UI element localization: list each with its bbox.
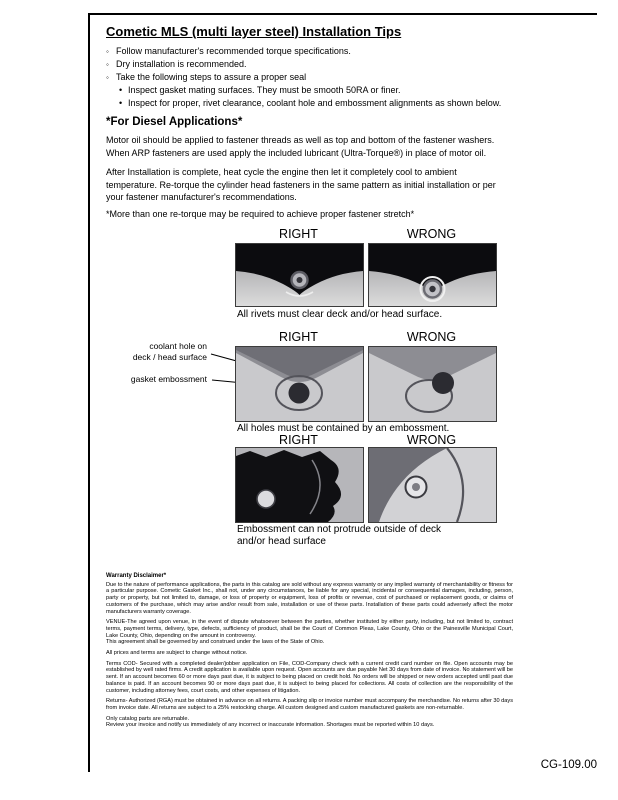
- page-border-top: [88, 13, 597, 15]
- tip-text: Follow manufacturer's recommended torque specifications.: [116, 46, 351, 56]
- tip-text: Inspect gasket mating surfaces. They must be smooth 50RA or finer.: [128, 85, 401, 95]
- hole-contained-image: [236, 347, 363, 421]
- tip-text: Dry installation is recommended.: [116, 59, 247, 69]
- legal-paragraph: Terms COD- Secured with a completed dealer/jobber application on File, COD-Company check with a current credit card number on file. Open accounts may be established by well rated firms. A credit application is available upon request. Open accounts are due payable Net 30 days from date of invoice. No statement will be sent. If an account becomes 60 or more days past due, it is subject to being placed on credit hold. No orders will be shipped or new orders accepted until past due balance is paid. If an account becomes 90 or more days past due, it is subject to being placed for collections. All costs of collection are the responsibility of the customer, including attorney fees, court costs, and other expenses of litigation.: [106, 660, 513, 694]
- circle-bullet-icon: ◦: [106, 47, 109, 56]
- diagram-protrusion-wrong: [368, 447, 497, 523]
- circle-bullet-icon: ◦: [106, 60, 109, 69]
- diagram-embossment-right: [235, 346, 364, 422]
- row1-caption: All rivets must clear deck and/or head surface.: [237, 309, 443, 320]
- hole-overlapping-image: [369, 347, 496, 421]
- coolant-hole-callout: [112, 341, 207, 362]
- embossment-inside-image: [236, 448, 363, 522]
- diagram-protrusion-right: [235, 447, 364, 523]
- row3-wrong-label: WRONG: [406, 433, 457, 447]
- legal-paragraph: All prices and terms are subject to change without notice.: [106, 650, 248, 657]
- row2-wrong-label: WRONG: [406, 330, 457, 344]
- legal-paragraph: Returns- Authorized (RGA) must be obtained in advance on all returns. A packing slip or invoice number must accompany the merchandise. No returns after 30 days from invoice date. All returns are subject to a 25% restocking charge. All custom designed and custom manufactured gaskets are non-returnable.: [106, 698, 513, 711]
- diagram-embossment-wrong: [368, 346, 497, 422]
- tip-item: [106, 71, 501, 84]
- callout-line: coolant hole on: [149, 341, 207, 351]
- row3-caption-line1: Embossment can not protrude outside of deck: [237, 524, 442, 535]
- diagram-rivet-right: [235, 243, 364, 307]
- page-title: Cometic MLS (multi layer steel) Installation Tips: [106, 24, 402, 39]
- legal-paragraph: Only catalog parts are returnable.: [106, 715, 190, 722]
- diesel-section-heading: *For Diesel Applications*: [106, 116, 243, 128]
- tips-list: [106, 45, 501, 110]
- page-border-left: [88, 13, 90, 772]
- tip-sub-item: [119, 97, 501, 110]
- gasket-embossment-callout: gasket embossment: [130, 374, 207, 384]
- legal-section: [106, 573, 513, 729]
- tip-text: Inspect for proper, rivet clearance, coolant hole and embossment alignments as shown below.: [128, 98, 502, 108]
- row2-right-label: RIGHT: [279, 330, 318, 344]
- legal-paragraph: VENUE-The agreed upon venue, in the event of dispute whatsoever between the parties, whether instituted by either party, including, but not limited to, contract terms, payment terms, delivery, type, defects, sufficiency of product, shall be the Court of Common Pleas, Lake County, Ohio or the Painesville Municipal Court, Lake County, Ohio, depending on the amount in controversy.: [106, 619, 513, 639]
- legal-paragraph: This agreement shall be governed by and construed under the laws of the State of Ohio.: [106, 639, 325, 646]
- tip-sub-item: [119, 84, 501, 97]
- circle-bullet-icon: ◦: [106, 73, 109, 82]
- document-code: CG-109.00: [540, 759, 597, 771]
- legal-paragraph: Review your invoice and notify us immediately of any incorrect or inaccurate information. Shortages must be reported within 10 days.: [106, 722, 435, 729]
- embossment-protruding-image: [369, 448, 496, 522]
- tip-text: Take the following steps to assure a proper seal: [116, 72, 307, 82]
- diesel-paragraph-retorque: After Installation is complete, heat cycle the engine then let it completely cool to ambient temperature. Re-torque the cylinder head fasteners in the same pattern as initial installation or per your fastener manufacturer's recommendations.: [106, 167, 496, 202]
- row1-right-label: RIGHT: [279, 227, 318, 241]
- dot-bullet-icon: •: [119, 98, 123, 108]
- diagram-rivet-wrong: [368, 243, 497, 307]
- row3-caption-line2: and/or head surface: [237, 536, 326, 547]
- warranty-disclaimer-heading: Warranty Disclaimer*: [106, 573, 167, 579]
- row2-caption: All holes must be contained by an embossment.: [237, 423, 450, 434]
- tip-item: [106, 45, 501, 58]
- legal-paragraph: Due to the nature of performance applications, the parts in this catalog are sold without any express warranty or any implied warranty of merchantability or fitness for a particular purpose. Cometic Gasket Inc., shall not, under any circumstances, be liable for any special, incidental or consequential damages, including, person, party or property, but not limited to, damage, or loss of property or equipment, loss of profits or revenue, cost of purchased or replacement goods, or claims of customers of the purchase, which may arise and/or result from sale, installation or use of these parts. Installation of these parts could adversely affect the motor manufacturers warranty coverage.: [106, 581, 513, 615]
- retorque-note: *More than one re-torque may be required to achieve proper fastener stretch*: [106, 209, 415, 219]
- tip-item: [106, 58, 501, 71]
- rivet-clear-image: [236, 244, 363, 306]
- row1-wrong-label: WRONG: [406, 227, 457, 241]
- rivet-touching-image: [369, 244, 496, 306]
- dot-bullet-icon: •: [119, 85, 123, 95]
- callout-line: deck / head surface: [132, 351, 207, 362]
- diesel-paragraph-oil: Motor oil should be applied to fastener threads as well as top and bottom of the fastener washers. When ARP fasteners are used apply the included lubricant (Ultra-Torque®) in place of motor oil.: [106, 135, 495, 158]
- row3-right-label: RIGHT: [279, 433, 318, 447]
